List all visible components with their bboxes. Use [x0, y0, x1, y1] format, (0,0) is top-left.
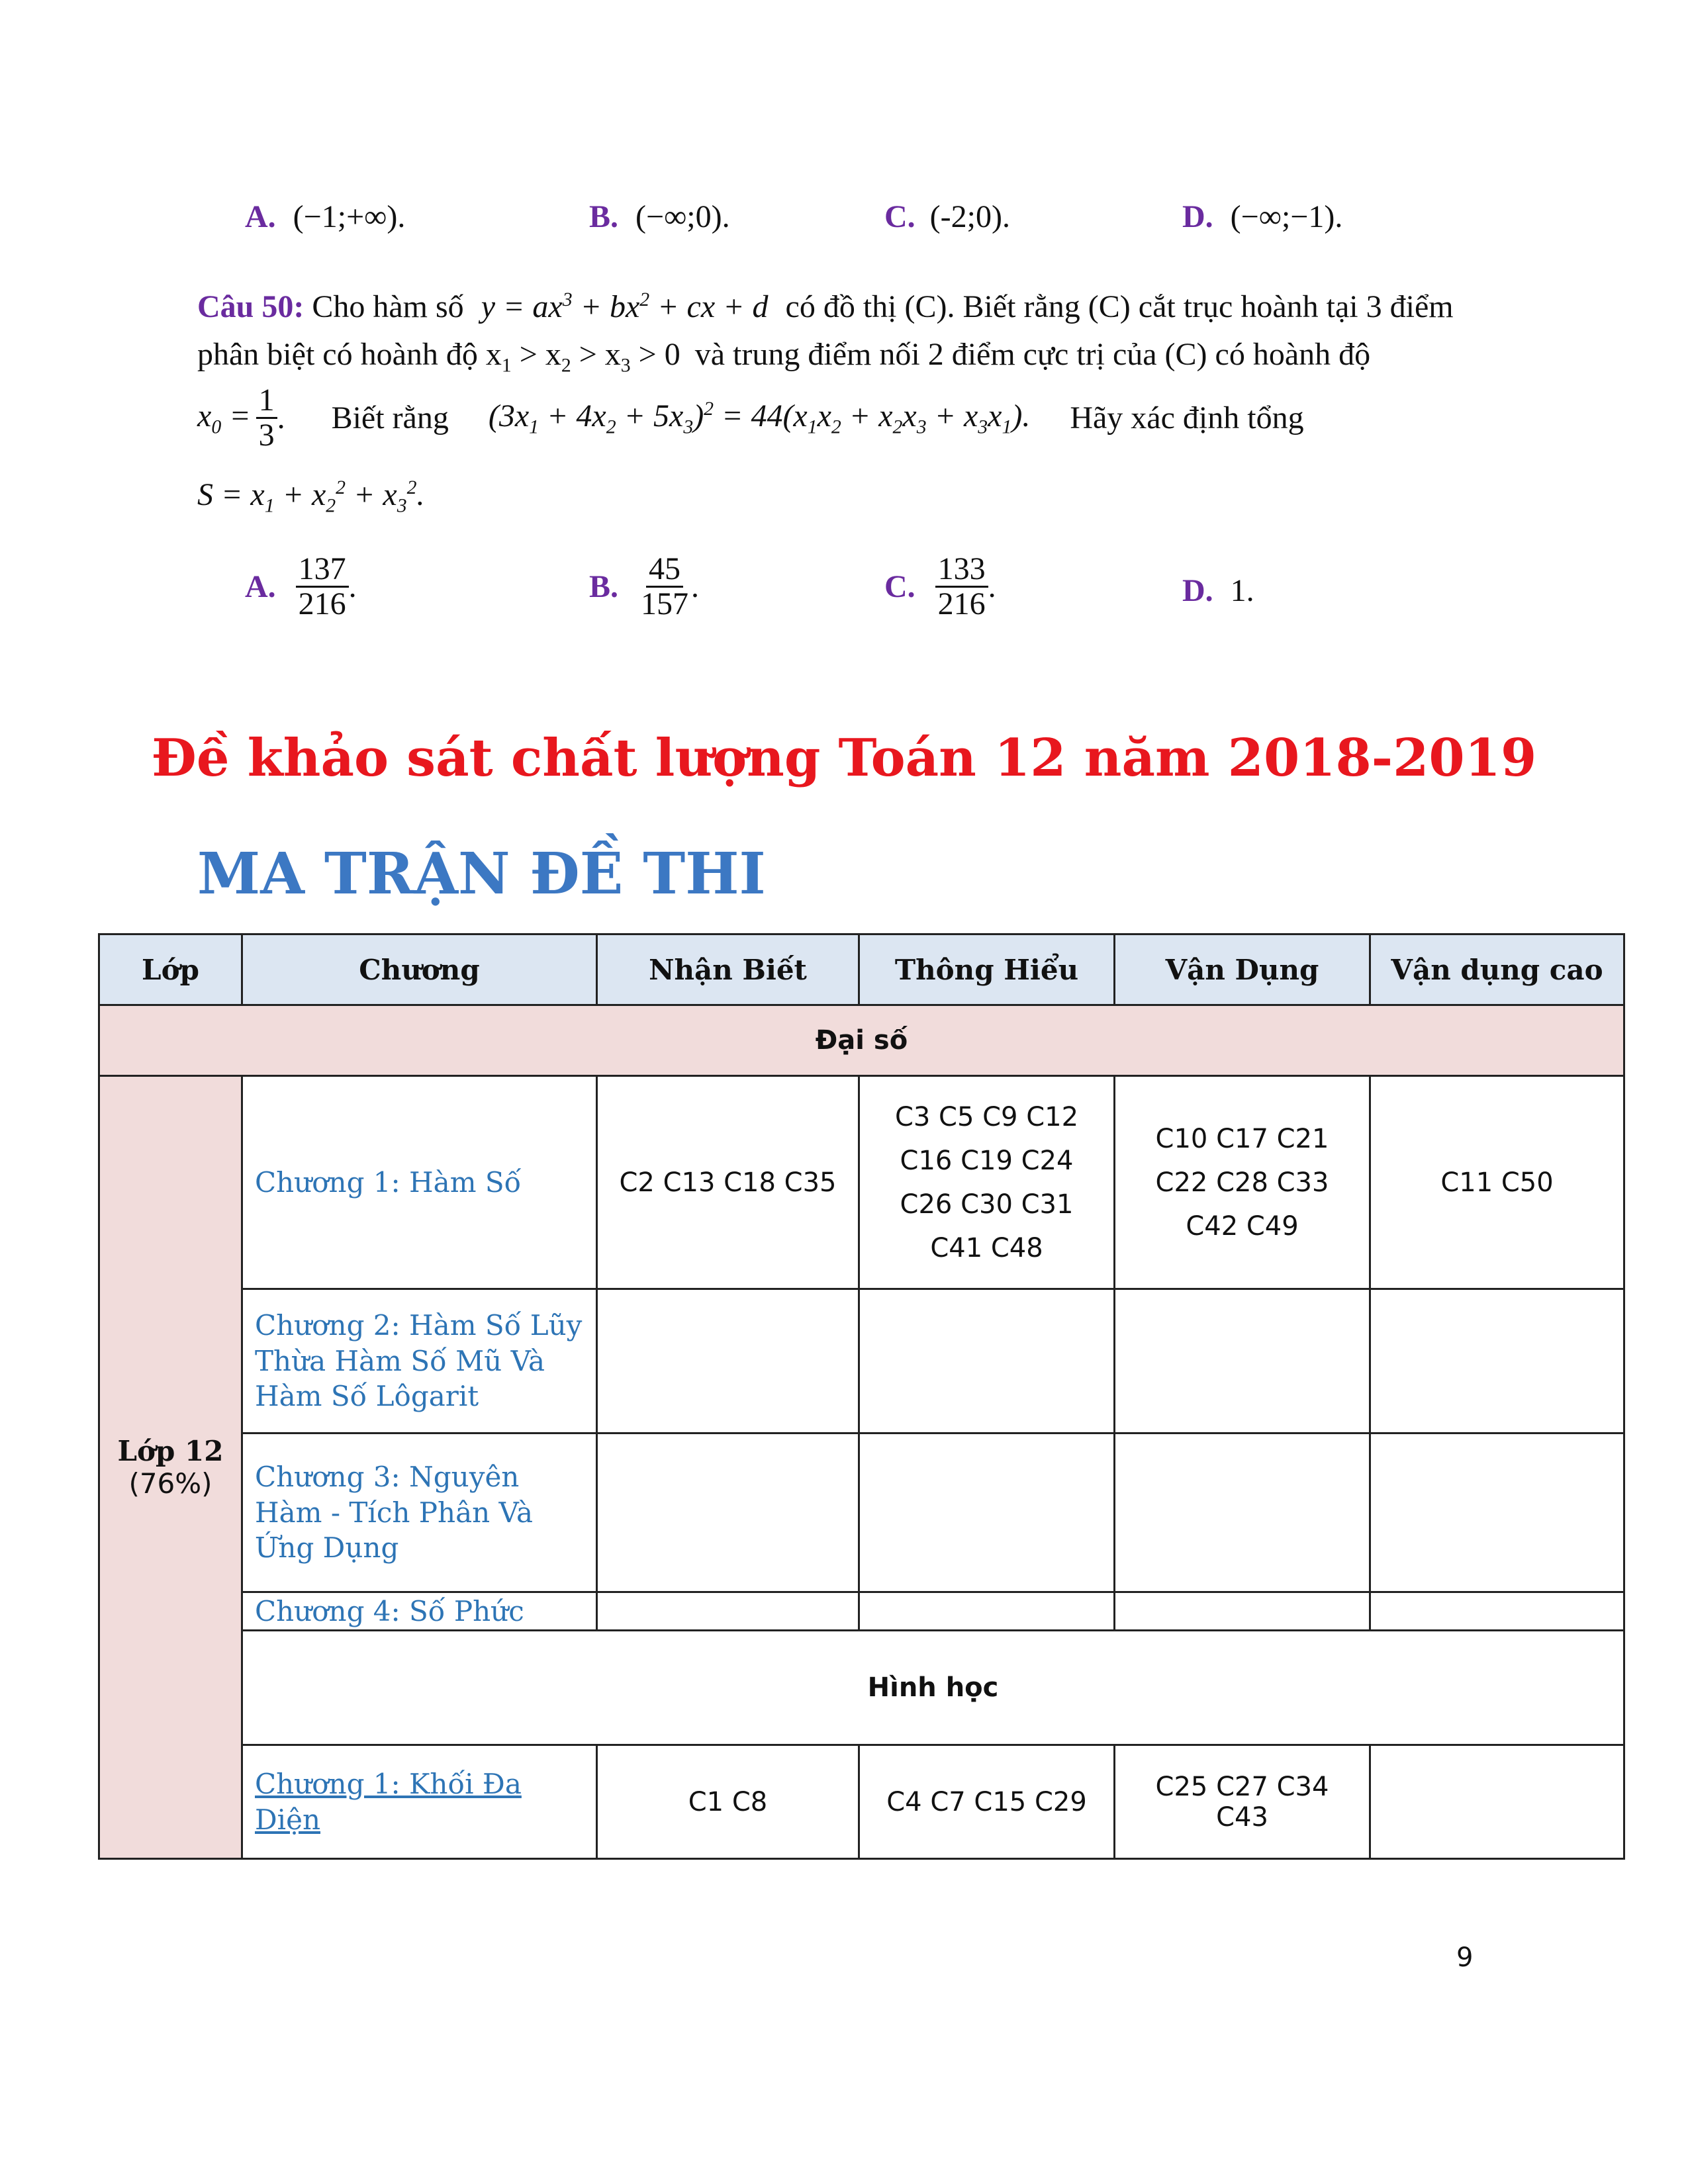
exam-matrix-table: [98, 933, 1625, 1860]
header-chuong: Chương: [242, 934, 597, 1005]
q50-label: Câu 50:: [197, 289, 305, 324]
chuong-cell: Chương 2: Hàm Số Lũy Thừa Hàm Số Mũ Và Hàm Số Lôgarit: [242, 1289, 597, 1433]
chuong-link-khoi-da-dien[interactable]: Chương 1: Khối Đa Diện: [255, 1767, 522, 1836]
table-row: [99, 1745, 1624, 1859]
nhan-biet-cell: C2 C13 C18 C35: [597, 1076, 859, 1289]
nhan-biet-cell: C1 C8: [597, 1745, 859, 1859]
q50-line-2: phân biệt có hoành độ $x_1 > x_2 > x_3 > 0$ và trung điểm nối 2 điểm cực trị của (C) có hoành độ: [197, 337, 1371, 377]
thong-hieu-cell: [859, 1433, 1115, 1592]
q49-option-a: A. (−1;+∞).: [245, 199, 406, 234]
nhan-biet-cell: [597, 1289, 859, 1433]
section-row-hinh-hoc: [99, 1631, 1624, 1745]
q50-equation: $(3x_1 + 4x_2 + 5x_3)^2 = 44(x_1x_2 + x_2x_3 + x_3x_1)$.: [488, 398, 1031, 438]
exam-title: Đề khảo sát chất lượng Toán 12 năm 2018-2019: [151, 728, 1537, 788]
q50-option-a: A. $\frac{137}{216}$ .: [245, 551, 357, 622]
x0-fraction: $\frac{1}{3}$: [256, 384, 277, 453]
chuong-cell: Chương 4: Số Phức: [242, 1592, 597, 1631]
section-hinh-hoc: Hình học: [242, 1631, 1624, 1745]
chuong-cell: Chương 1: Hàm Số: [242, 1076, 597, 1289]
table-row: [99, 1076, 1624, 1289]
q50-option-b: B. $\frac{45}{157}$ .: [589, 551, 700, 622]
q50-option-d: D. 1.: [1182, 573, 1254, 608]
header-van-dung: Vận Dụng: [1115, 934, 1370, 1005]
van-dung-cao-cell: [1370, 1745, 1624, 1859]
thong-hieu-cell: [859, 1289, 1115, 1433]
lop-name: Lớp 12: [117, 1435, 224, 1467]
van-dung-cell: [1115, 1433, 1370, 1592]
q50-line-1: Câu 50: Cho hàm số $y = ax^3 + bx^2$ + cx + d có đồ thị (C). Biết rằng (C) cắt trục hoành tại 3 điểm: [197, 289, 1454, 324]
thong-hieu-cell: C3 C5 C9 C12 C16 C19 C24 C26 C30 C31 C41 C48: [859, 1076, 1115, 1289]
table-header-row: [99, 934, 1624, 1005]
header-thong-hieu: Thông Hiểu: [859, 934, 1115, 1005]
nhan-biet-cell: [597, 1592, 859, 1631]
van-dung-cell: C25 C27 C34 C43: [1115, 1745, 1370, 1859]
header-nhan-biet: Nhận Biết: [597, 934, 859, 1005]
section-dai-so: Đại số: [99, 1005, 1624, 1076]
chuong-cell: [242, 1745, 597, 1859]
table-row: [99, 1289, 1624, 1433]
q49-option-b: B. (−∞;0).: [589, 199, 730, 234]
van-dung-cell: [1115, 1289, 1370, 1433]
header-van-dung-cao: Vận dụng cao: [1370, 934, 1624, 1005]
van-dung-cell: C10 C17 C21 C22 C28 C33 C42 C49: [1115, 1076, 1370, 1289]
chuong-cell: Chương 3: Nguyên Hàm - Tích Phân Và Ứng Dụng: [242, 1433, 597, 1592]
thong-hieu-cell: [859, 1592, 1115, 1631]
nhan-biet-cell: [597, 1433, 859, 1592]
lop-percent: (76%): [128, 1467, 212, 1500]
q49-option-c: C. (-2;0).: [884, 199, 1010, 234]
thong-hieu-cell: C4 C7 C15 C29: [859, 1745, 1115, 1859]
q49-option-d: D. (−∞;−1).: [1182, 199, 1343, 234]
page-number: 9: [1456, 1942, 1474, 1973]
header-lop: Lớp: [99, 934, 242, 1005]
section-row-dai-so: [99, 1005, 1624, 1076]
q50-line-3: $x_0$ = $\frac{1}{3}$ . Biết rằng $(3x_1 + 4x_2 + 5x_3)^2 = 44(x_1x_2 + x_2x_3 + x_3x_1)$. Hãy xác định tổng: [197, 383, 1304, 453]
van-dung-cao-cell: [1370, 1289, 1624, 1433]
van-dung-cao-cell: [1370, 1592, 1624, 1631]
table-row: [99, 1433, 1624, 1592]
q50-sum: $S = x_1 + x_2^2 + x_3^2$.: [197, 477, 425, 517]
matrix-title: MA TRẬN ĐỀ THI: [197, 841, 766, 907]
lop-cell: [99, 1076, 242, 1859]
van-dung-cao-cell: [1370, 1433, 1624, 1592]
van-dung-cao-cell: C11 C50: [1370, 1076, 1624, 1289]
table-row: [99, 1592, 1624, 1631]
q50-function: $y = ax^3 + bx^2$ + cx + d: [481, 289, 769, 324]
q50-option-c: C. $\frac{133}{216}$ .: [884, 551, 996, 622]
van-dung-cell: [1115, 1592, 1370, 1631]
